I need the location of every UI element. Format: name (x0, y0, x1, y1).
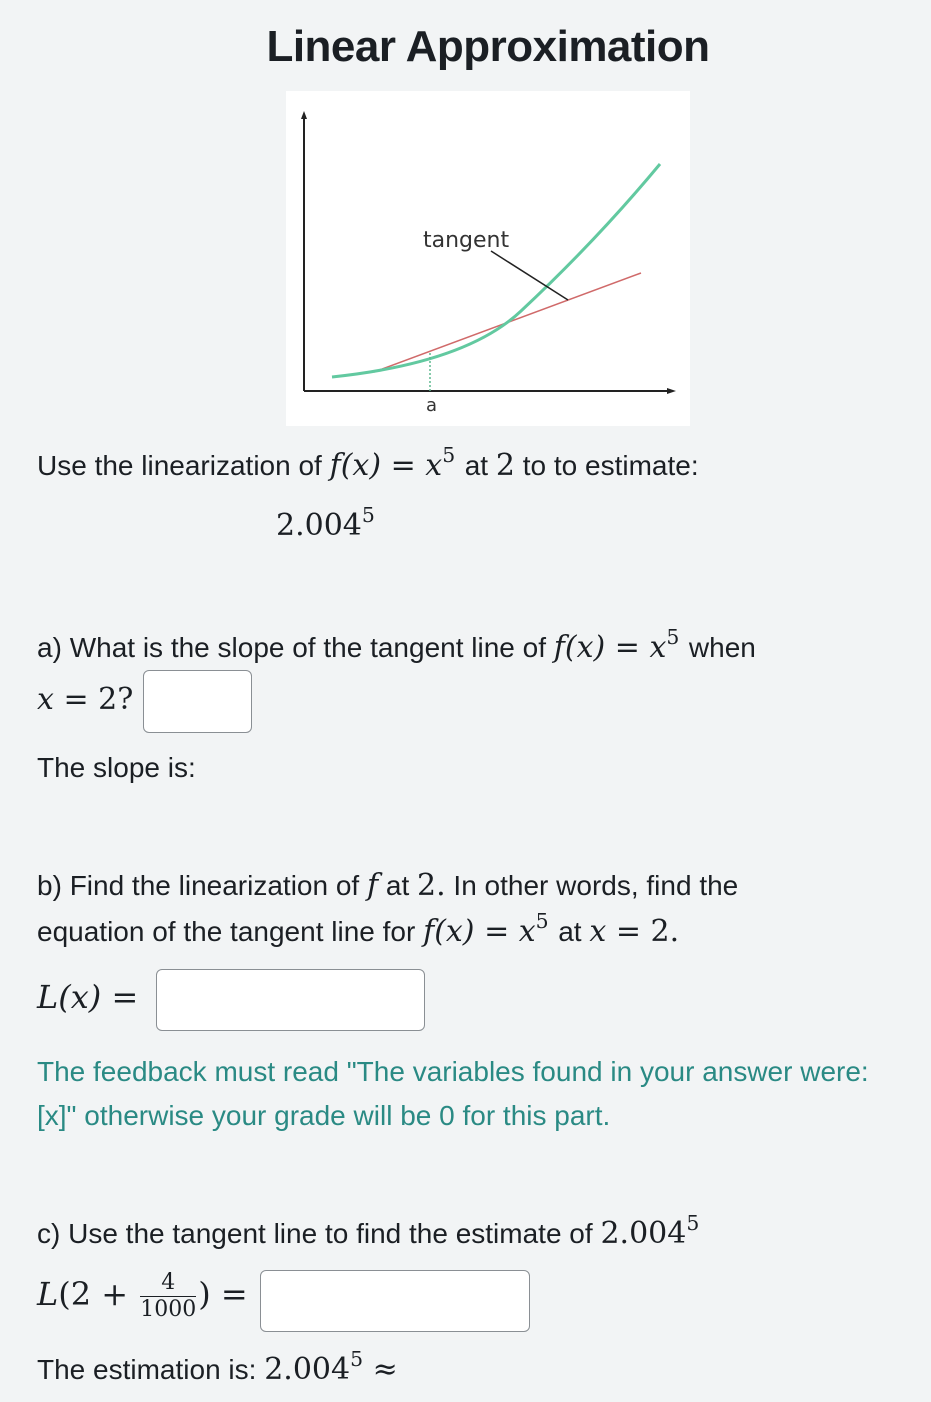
part-a-condition (37, 682, 133, 717)
part-b-at2: at (558, 916, 582, 947)
intro-func-exp: 5 (442, 443, 456, 468)
intro-func-name: f (329, 448, 341, 483)
part-b-lhs-equals: = (111, 978, 139, 1016)
intro-func-arg: (x) (340, 448, 382, 483)
intro-statement (37, 443, 699, 483)
point-a-label: a (426, 395, 438, 416)
part-b-func-exp: 5 (535, 909, 549, 934)
intro-suffix: to to estimate: (522, 450, 699, 481)
part-b-at-value: 2. (417, 868, 446, 903)
part-a-func-exp: 5 (666, 625, 680, 650)
function-curve (332, 164, 660, 377)
part-b-cond-equals: = (615, 914, 641, 949)
intro-at-value: 2 (495, 448, 515, 483)
part-b-line1-suffix: In other words, find the (453, 870, 739, 901)
part-a-question-prefix: What is the slope of the tangent line of (69, 632, 546, 663)
part-b-line-2 (37, 909, 680, 949)
intro-target-base: 2.004 (276, 508, 362, 543)
part-c-estimation-base: 2.004 (264, 1352, 351, 1387)
part-a-question (37, 625, 756, 665)
linearization-answer-input[interactable] (156, 969, 425, 1031)
part-a-cond-value: 2? (98, 682, 134, 717)
part-b-line-1 (37, 868, 738, 903)
estimate-answer-input[interactable] (260, 1270, 530, 1332)
part-c-estimation-prefix: The estimation is: (37, 1354, 257, 1385)
part-b-func-base: x (518, 914, 536, 949)
page-title: Linear Approximation (266, 22, 710, 71)
part-b-cond-value: 2. (650, 914, 680, 949)
y-axis-arrow (301, 111, 307, 119)
part-a-equals: = (614, 630, 640, 665)
part-b-label: b) (37, 870, 62, 901)
intro-target-exp: 5 (361, 503, 375, 528)
part-b-equals: = (484, 914, 510, 949)
estimation-result (37, 1347, 398, 1387)
part-c-lhs-close: ) (198, 1275, 211, 1313)
part-c-frac-den: 1000 (140, 1297, 197, 1322)
part-a-cond-equals: = (63, 682, 89, 717)
part-b-line2-prefix: equation of the tangent line for (37, 916, 416, 947)
part-c-fraction (140, 1272, 196, 1321)
part-b-cond-var: x (589, 914, 607, 949)
part-a-label: a) (37, 632, 62, 663)
slope-answer-input[interactable] (143, 670, 252, 733)
approx-symbol: ≈ (372, 1352, 398, 1387)
part-b-func-lhs: f (423, 914, 435, 949)
part-b-lhs-name: L (37, 978, 59, 1016)
part-b-func-arg: (x) (434, 914, 475, 949)
part-c-target-exp: 5 (686, 1211, 700, 1236)
intro-at: at (464, 450, 489, 481)
part-c-lhs-open: (2 + (58, 1275, 129, 1313)
linearization-lhs (37, 978, 138, 1016)
tangent-figure (286, 91, 690, 426)
tangent-diagram (286, 91, 690, 426)
part-a-func-base: x (649, 630, 667, 665)
part-c-lhs-name: L (37, 1275, 59, 1313)
intro-target (276, 503, 375, 543)
part-c-frac-num: 4 (140, 1272, 196, 1297)
part-b-line1-prefix: Find the linearization of (69, 870, 360, 901)
part-a-func-name: f (553, 630, 565, 665)
part-b-func-name: f (366, 868, 379, 903)
part-c-target-base: 2.004 (600, 1216, 687, 1251)
estimate-lhs (37, 1272, 248, 1321)
part-c-question (37, 1211, 700, 1251)
tangent-label: tangent (423, 228, 510, 253)
part-b-lhs-arg: (x) (58, 978, 102, 1016)
part-a-cond-var: x (37, 682, 54, 717)
part-b-at: at (385, 870, 410, 901)
part-a-func-arg: (x) (564, 630, 606, 665)
part-c-label: c) (37, 1218, 61, 1249)
intro-equals: = (390, 448, 416, 483)
intro-func-base: x (425, 448, 443, 483)
part-c-estimation-exp: 5 (350, 1347, 364, 1372)
feedback-note: The feedback must read "The variables found in your answer were: [x]" otherwise your grade will be 0 for this part. (37, 1056, 869, 1131)
part-a-answer-prefix: The slope is: (37, 752, 196, 783)
part-c-lhs-equals: = (220, 1275, 248, 1313)
intro-prefix: Use the linearization of (37, 450, 322, 481)
x-axis-arrow (667, 388, 676, 394)
part-c-prefix: Use the tangent line to find the estimate of (68, 1218, 593, 1249)
part-a-when: when (688, 632, 756, 663)
